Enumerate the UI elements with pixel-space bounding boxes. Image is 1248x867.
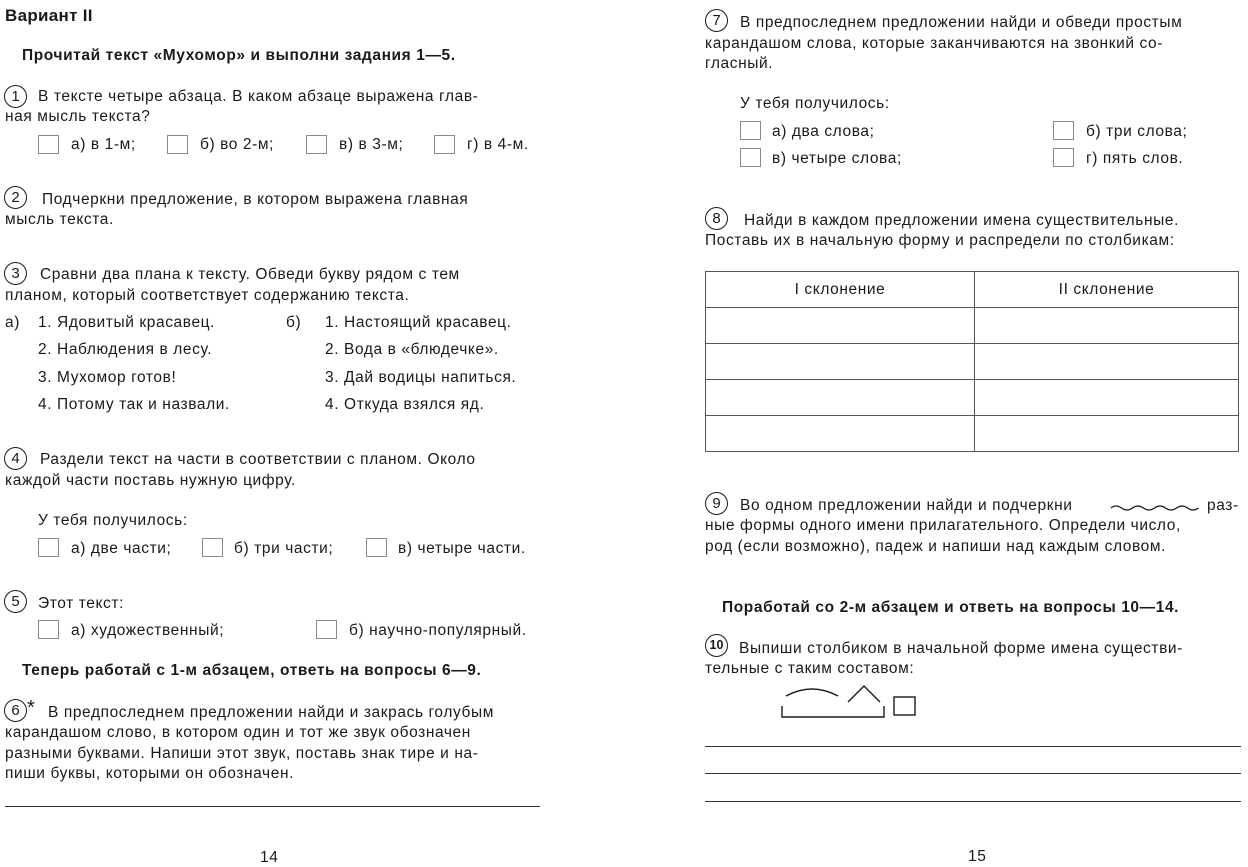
task1-option-d: г) в 4-м.: [467, 136, 529, 153]
table-cell[interactable]: [975, 416, 1239, 452]
task-number-5: 5: [4, 590, 27, 613]
table-header-cell: I склонение: [706, 272, 975, 308]
task5-checkbox-a[interactable]: [38, 620, 59, 639]
task-number-4: 4: [4, 447, 27, 470]
task9-text-line1-a: Во одном предложении найди и подчеркни: [740, 497, 1073, 514]
task8-text-line1: Найди в каждом предложении имена существительные.: [744, 212, 1179, 229]
page-number-right: 15: [968, 848, 987, 865]
task3-text-line1: Сравни два плана к тексту. Обведи букву рядом с тем: [40, 266, 460, 283]
task7-checkbox-c[interactable]: [740, 148, 761, 167]
task5-checkbox-b[interactable]: [316, 620, 337, 639]
task5-option-a: а) художественный;: [71, 622, 225, 639]
table-cell[interactable]: [975, 344, 1239, 380]
task-number-3: 3: [4, 262, 27, 285]
task2-text-line1: Подчеркни предложение, в котором выражена главная: [42, 191, 469, 208]
task9-text-line2: ные формы одного имени прилагательного. Определи число,: [705, 517, 1181, 534]
table-header-row: [706, 272, 1239, 308]
task1-checkbox-a[interactable]: [38, 135, 59, 154]
task7-checkbox-d[interactable]: [1053, 148, 1074, 167]
task7-option-a: а) два слова;: [772, 123, 875, 140]
task9-text-line3: род (если возможно), падеж и напиши над каждым словом.: [705, 538, 1167, 555]
table-cell[interactable]: [706, 380, 975, 416]
table-row: [706, 308, 1239, 344]
task1-checkbox-d[interactable]: [434, 135, 455, 154]
task5-option-b: б) научно-популярный.: [349, 622, 527, 639]
task6-answer-line[interactable]: [5, 806, 540, 807]
instruction-third: Поработай со 2-м абзацем и ответь на вопросы 10—14.: [722, 599, 1180, 616]
task6-star: *: [27, 697, 35, 719]
task4-checkbox-c[interactable]: [366, 538, 387, 557]
task7-text-line1: В предпоследнем предложении найди и обведи простым: [740, 14, 1183, 31]
morpheme-scheme-icon: [778, 680, 920, 722]
task4-result-label: У тебя получилось:: [38, 512, 188, 529]
task-number-10: 10: [705, 634, 728, 657]
task1-text-line1: В тексте четыре абзаца. В каком абзаце выражена глав-: [38, 88, 479, 105]
task1-checkbox-c[interactable]: [306, 135, 327, 154]
table-cell[interactable]: [975, 308, 1239, 344]
table-row: [706, 416, 1239, 452]
task4-text-line1: Раздели текст на части в соответствии с планом. Около: [40, 451, 476, 468]
declension-table: [705, 271, 1239, 452]
wavy-underline-icon: [1110, 503, 1202, 513]
task9-text-line1-b: раз-: [1207, 497, 1239, 514]
plan-a-item: 4. Потому так и назвали.: [38, 396, 230, 413]
task10-answer-line[interactable]: [705, 773, 1241, 774]
table-cell[interactable]: [706, 416, 975, 452]
task10-answer-line[interactable]: [705, 801, 1241, 802]
task3-text-line2: планом, который соответствует содержанию текста.: [5, 287, 410, 304]
table-cell[interactable]: [706, 308, 975, 344]
task6-text-line2: карандашом слово, в котором один и тот же звук обозначен: [5, 724, 471, 741]
task-number-9: 9: [705, 492, 728, 515]
task7-option-b: б) три слова;: [1086, 123, 1188, 140]
plan-a-item: 3. Мухомор готов!: [38, 369, 177, 386]
instruction-main: Прочитай текст «Мухомор» и выполни задания 1—5.: [22, 47, 456, 64]
plan-b-item: 3. Дай водицы напиться.: [325, 369, 517, 386]
table-header-cell: II склонение: [975, 272, 1239, 308]
task7-text-line3: гласный.: [705, 55, 774, 72]
task-number-2: 2: [4, 186, 27, 209]
table-row: [706, 380, 1239, 416]
page-number-left: 14: [260, 849, 279, 866]
task4-checkbox-b[interactable]: [202, 538, 223, 557]
task-number-1: 1: [4, 85, 27, 108]
task4-option-c: в) четыре части.: [398, 540, 526, 557]
table-cell[interactable]: [975, 380, 1239, 416]
task7-option-c: в) четыре слова;: [772, 150, 902, 167]
plan-b-item: 4. Откуда взялся яд.: [325, 396, 485, 413]
plan-b-item: 1. Настоящий красавец.: [325, 314, 512, 331]
instruction-second: Теперь работай с 1-м абзацем, ответь на вопросы 6—9.: [22, 662, 482, 679]
task4-text-line2: каждой части поставь нужную цифру.: [5, 472, 296, 489]
table-row: [706, 344, 1239, 380]
task10-text-line1: Выпиши столбиком в начальной форме имена существи-: [739, 640, 1183, 657]
task1-checkbox-b[interactable]: [167, 135, 188, 154]
task8-text-line2: Поставь их в начальную форму и распредели по столбикам:: [705, 232, 1175, 249]
task7-option-d: г) пять слов.: [1086, 150, 1184, 167]
task1-option-b: б) во 2-м;: [200, 136, 275, 153]
task-number-6: 6: [4, 699, 27, 722]
task7-result-label: У тебя получилось:: [740, 95, 890, 112]
task6-text-line1: В предпоследнем предложении найди и закрась голубым: [48, 704, 494, 721]
task2-text-line2: мысль текста.: [5, 211, 114, 228]
plan-a-item: 2. Наблюдения в лесу.: [38, 341, 213, 358]
task10-text-line2: тельные с таким составом:: [705, 660, 915, 677]
task6-text-line3: разными буквами. Напиши этот звук, поставь знак тире и на-: [5, 745, 479, 762]
task1-option-c: в) в 3-м;: [339, 136, 404, 153]
task4-checkbox-a[interactable]: [38, 538, 59, 557]
plan-a-letter[interactable]: а): [5, 314, 20, 331]
task-number-7: 7: [705, 9, 728, 32]
task5-text-line1: Этот текст:: [38, 595, 125, 612]
table-cell[interactable]: [706, 344, 975, 380]
variant-title: Вариант II: [5, 6, 93, 25]
plan-b-letter[interactable]: б): [286, 314, 302, 331]
plan-b-item: 2. Вода в «блюдечке».: [325, 341, 499, 358]
task4-option-b: б) три части;: [234, 540, 334, 557]
task4-option-a: а) две части;: [71, 540, 172, 557]
task7-checkbox-b[interactable]: [1053, 121, 1074, 140]
task7-text-line2: карандашом слова, которые заканчиваются на звонкий со-: [705, 35, 1164, 52]
task7-checkbox-a[interactable]: [740, 121, 761, 140]
task6-text-line4: пиши буквы, которыми он обозначен.: [5, 765, 295, 782]
task1-option-a: а) в 1-м;: [71, 136, 136, 153]
task-number-8: 8: [705, 207, 728, 230]
task1-text-line2: ная мысль текста?: [5, 108, 151, 125]
plan-a-item: 1. Ядовитый красавец.: [38, 314, 216, 331]
task10-answer-line[interactable]: [705, 746, 1241, 747]
